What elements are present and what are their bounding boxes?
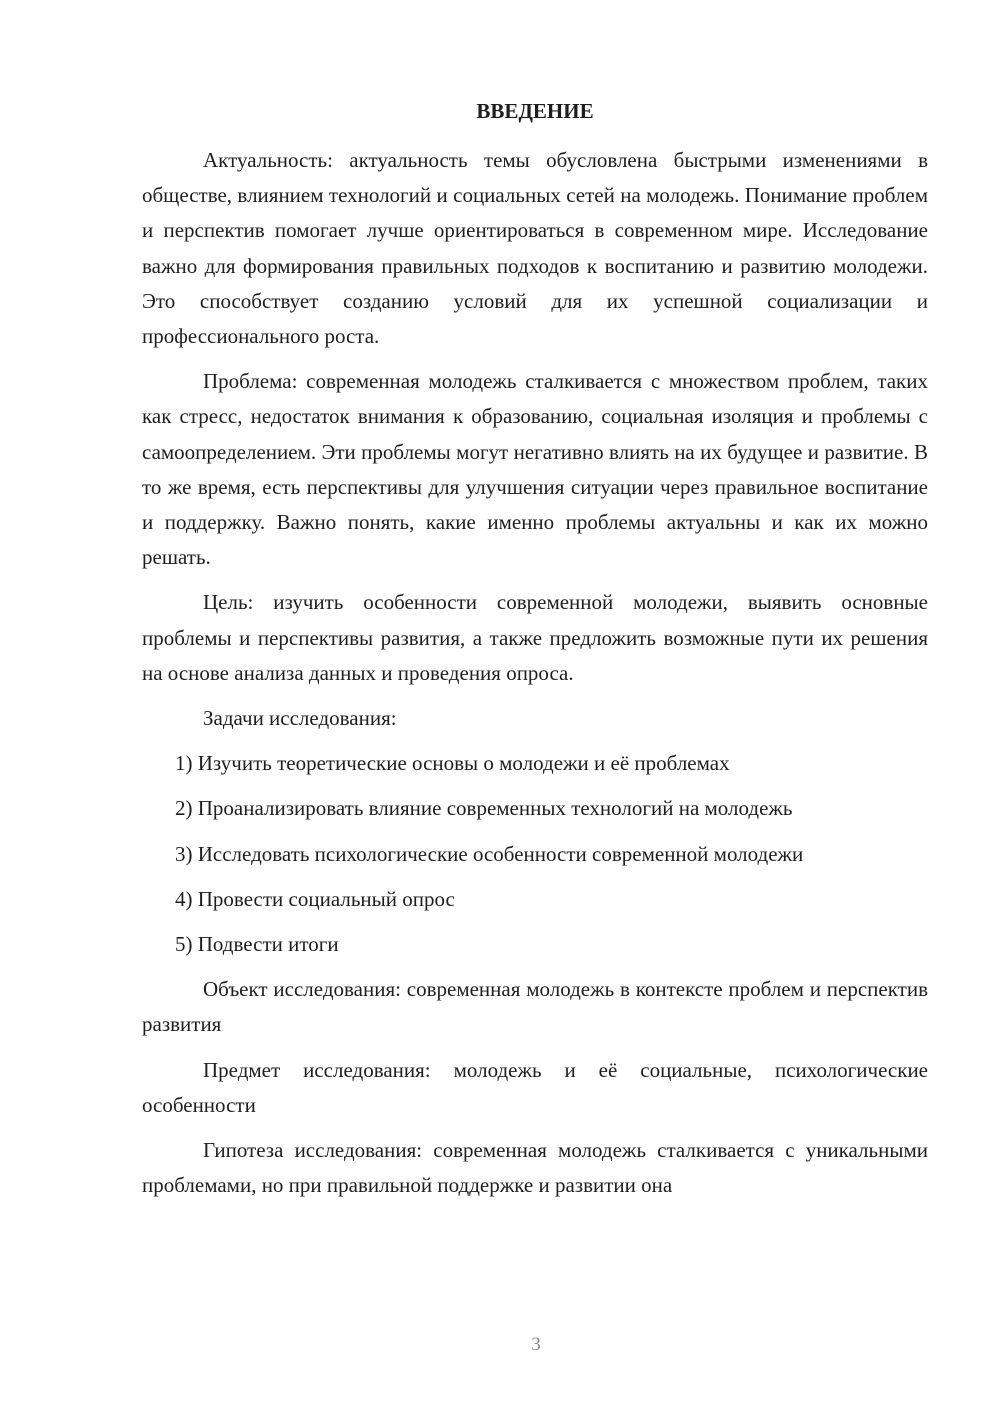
paragraph-relevance: Актуальность: актуальность темы обусловлена быстрыми изменениями в обществе, влиянием технологий и социальных сетей на молодежь. Понимание проблем и перспектив помогает лучше ориентироваться в современном мире. Исследование важно для формирования правильных подходов к воспитанию и развитию молодежи. Это способствует созданию условий для их успешной социализации и профессионального роста. bbox=[142, 148, 928, 349]
paragraph-hypothesis: Гипотеза исследования: современная молодежь сталкивается с уникальными проблемами, но при правильной поддержке и развитии она bbox=[142, 1138, 928, 1198]
body-text bbox=[142, 143, 928, 1213]
list-item: 2) Проанализировать влияние современных технологий на молодежь bbox=[175, 796, 793, 821]
paragraph-goal: Цель: изучить особенности современной молодежи, выявить основные проблемы и перспективы развития, а также предложить возможные пути их решения на основе анализа данных и проведения опроса. bbox=[142, 590, 928, 685]
paragraph-tasks-heading: Задачи исследования: bbox=[203, 706, 397, 731]
paragraph-subject: Предмет исследования: молодежь и её социальные, психологические особенности bbox=[142, 1057, 928, 1117]
section-heading: ВВЕДЕНИЕ bbox=[476, 99, 594, 123]
paragraph-problem: Проблема: современная молодежь сталкивается с множеством проблем, таких как стресс, недостаток внимания к образованию, социальная изоляция и проблемы с самоопределением. Эти проблемы могут негативно влиять на их будущее и развитие. В то же время, есть перспективы для улучшения ситуации через правильное воспитание и поддержку. Важно понять, какие именно проблемы актуальны и как их можно решать. bbox=[142, 369, 928, 570]
list-item: 3) Исследовать психологические особенности современной молодежи bbox=[175, 841, 804, 866]
page-number: 3 bbox=[531, 1334, 541, 1355]
tasks-list bbox=[142, 746, 928, 962]
list-item: 5) Подвести итоги bbox=[175, 932, 339, 957]
paragraph-object: Объект исследования: современная молодежь в контексте проблем и перспектив развития bbox=[142, 977, 928, 1037]
list-item: 4) Провести социальный опрос bbox=[175, 886, 455, 911]
list-item: 1) Изучить теоретические основы о молодежи и её проблемах bbox=[175, 751, 730, 776]
